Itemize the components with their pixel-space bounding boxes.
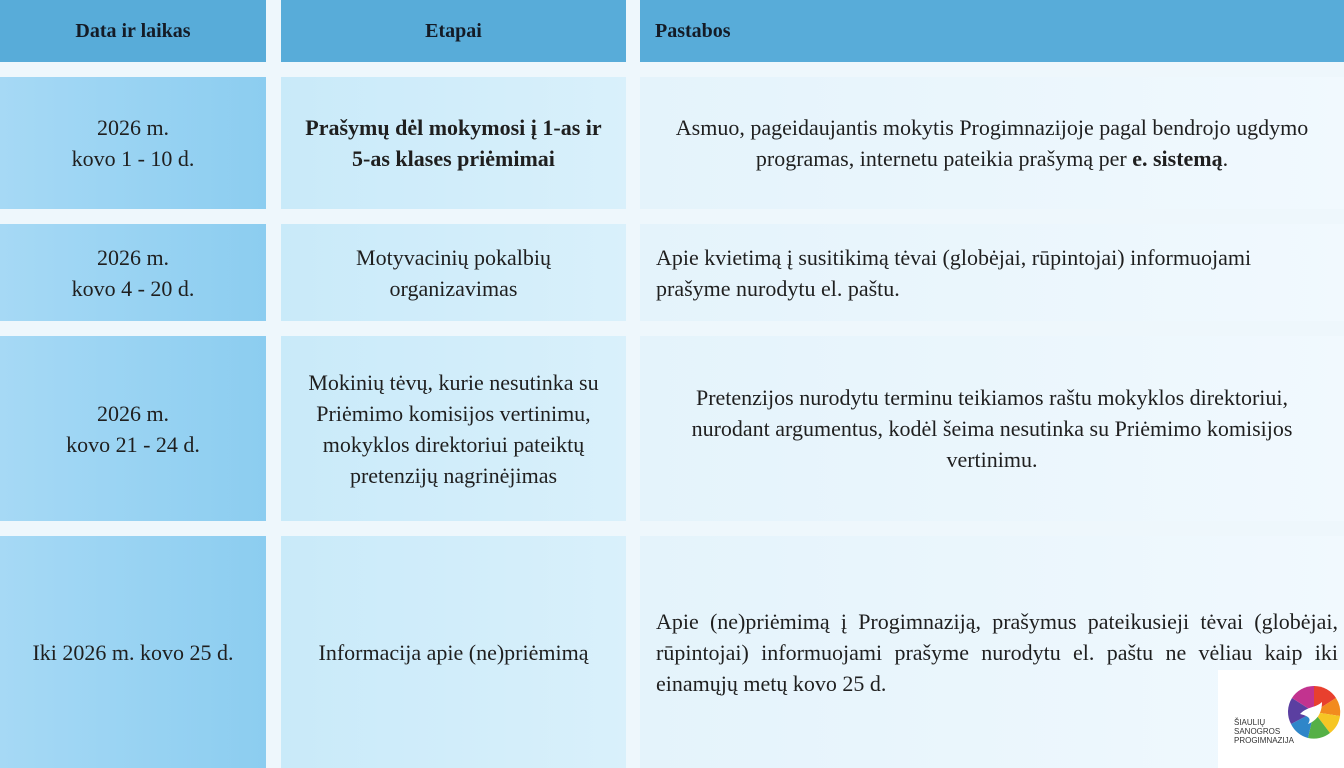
row-4-notes: Apie (ne)priėmimą į Progimnaziją, prašymus pateikusieji tėvai (globėjai, rūpintojai) informuojami prašyme nurodytu el. paštu ne vėliau kaip iki einamųjų metų kovo 25 d. bbox=[640, 536, 1344, 768]
header-notes: Pastabos bbox=[640, 0, 1344, 62]
row-1-notes: Asmuo, pageidaujantis mokytis Progimnazijoje pagal bendrojo ugdymo programas, internetu pateikia prašymą per e. sistemą. bbox=[640, 77, 1344, 209]
row-4-stage: Informacija apie (ne)priėmimą bbox=[281, 536, 626, 768]
logo-text: ŠIAULIŲ SANOGROS PROGIMNAZIJA bbox=[1234, 718, 1295, 745]
school-logo bbox=[1218, 670, 1344, 768]
row-3-stage: Mokinių tėvų, kurie nesutinka su Priėmimo komisijos vertinimu, mokyklos direktoriui pateiktų pretenzijų nagrinėjimas bbox=[281, 336, 626, 521]
rainbow-bird-icon bbox=[1286, 684, 1342, 744]
row-3-date: 2026 m. kovo 21 - 24 d. bbox=[0, 336, 266, 521]
row-1-date: 2026 m. kovo 1 - 10 d. bbox=[0, 77, 266, 209]
row-3-notes: Pretenzijos nurodytu terminu teikiamos raštu mokyklos direktoriui, nurodant argumentus, kodėl šeima nesutinka su Priėmimo komisijos vertinimu. bbox=[640, 336, 1344, 521]
header-date: Data ir laikas bbox=[0, 0, 266, 62]
row-2-date: 2026 m. kovo 4 - 20 d. bbox=[0, 224, 266, 321]
row-2-notes: Apie kvietimą į susitikimą tėvai (globėjai, rūpintojai) informuojami prašyme nurodytu el. paštu. bbox=[640, 224, 1344, 321]
row-4-date: Iki 2026 m. kovo 25 d. bbox=[0, 536, 266, 768]
header-stage: Etapai bbox=[281, 0, 626, 62]
row-1-stage: Prašymų dėl mokymosi į 1-as ir 5-as klases priėmimai bbox=[281, 77, 626, 209]
row-2-stage: Motyvacinių pokalbių organizavimas bbox=[281, 224, 626, 321]
